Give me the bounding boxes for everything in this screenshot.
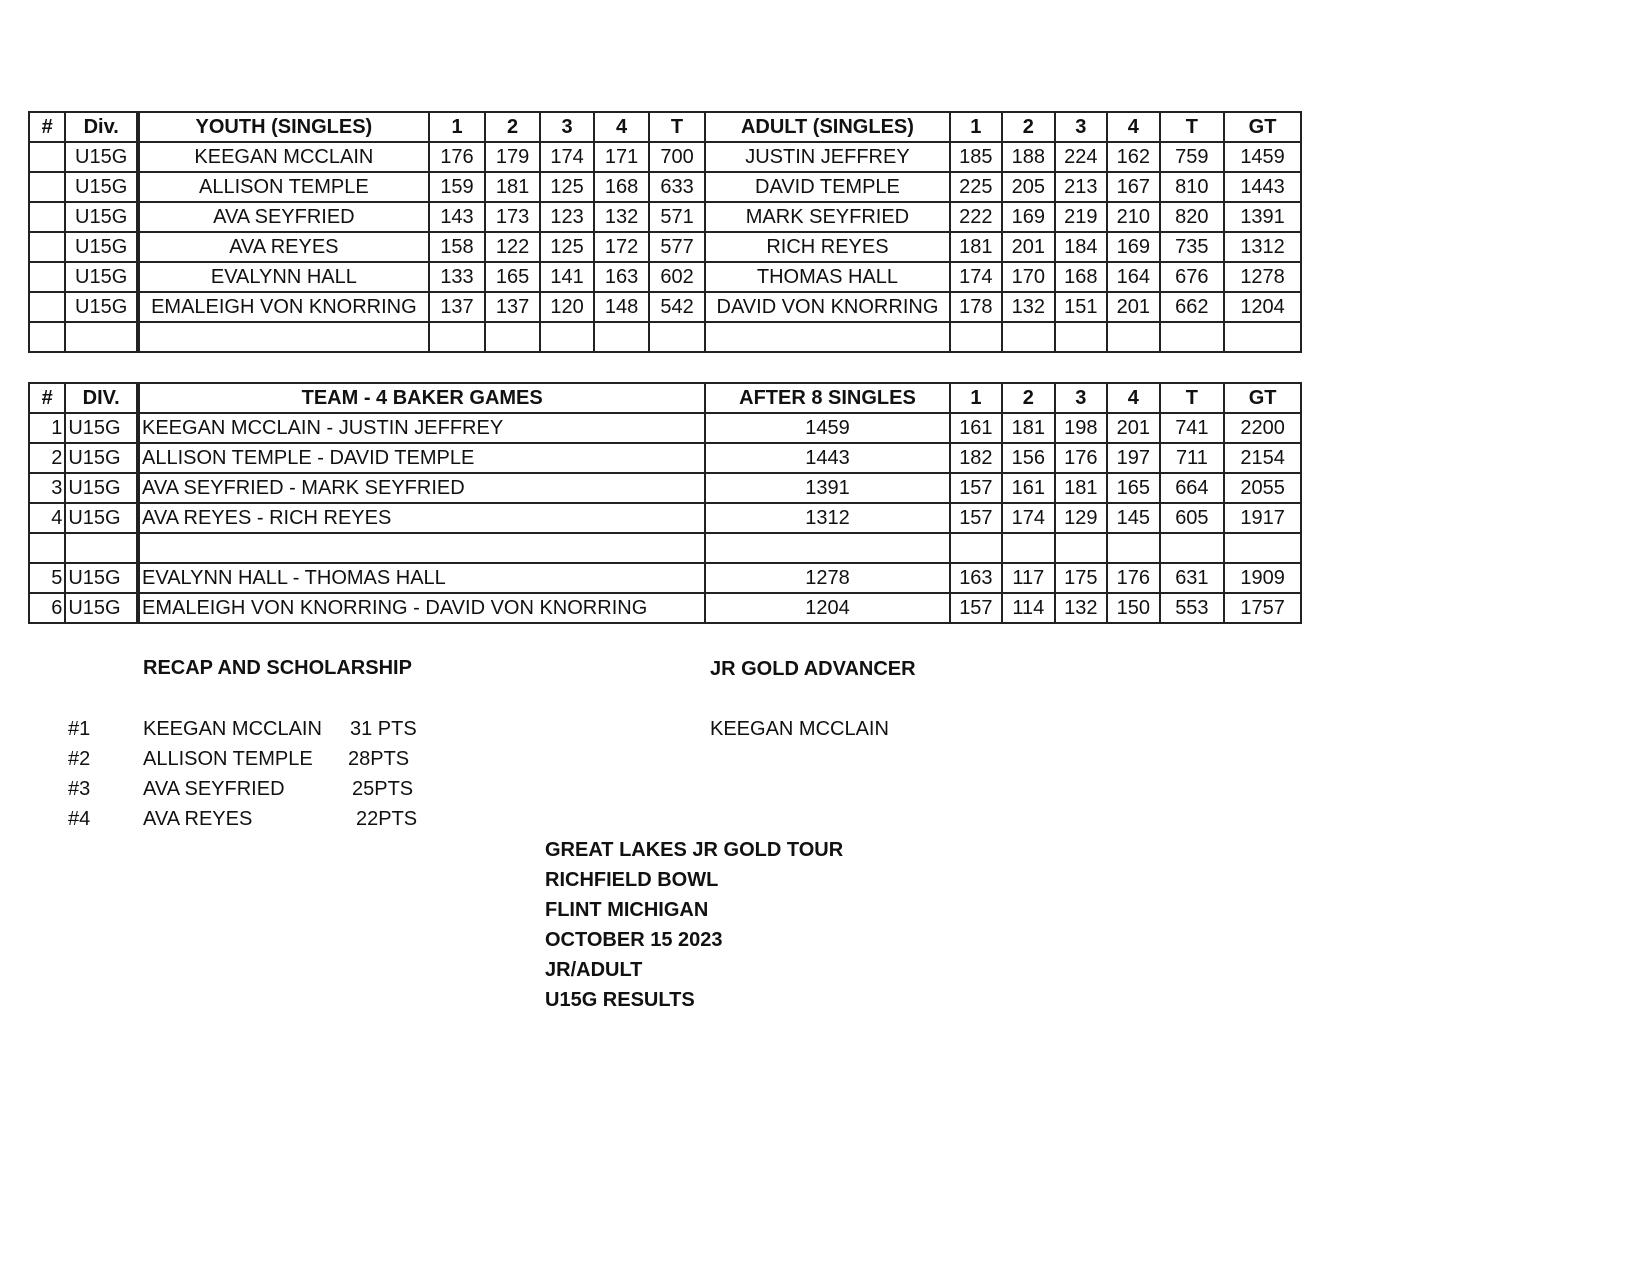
recap-points: 28PTS (348, 748, 410, 770)
col-header-game-2: 2 (485, 112, 540, 142)
cell-adult-game-2: 169 (1002, 202, 1054, 232)
col-header-adult: ADULT (SINGLES) (705, 112, 949, 142)
cell-game-4: 165 (1107, 473, 1159, 503)
cell-division: U15G (65, 473, 138, 503)
cell-adult-game-3: 219 (1055, 202, 1107, 232)
cell-adult-game-2 (1002, 322, 1054, 352)
cell-game-3: 120 (540, 292, 595, 322)
cell-team-names: EMALEIGH VON KNORRING - DAVID VON KNORRING (138, 593, 705, 623)
cell-team-names: AVA SEYFRIED - MARK SEYFRIED (138, 473, 705, 503)
cell-game-3: 175 (1055, 563, 1107, 593)
col-header-adult-game-1: 1 (950, 112, 1002, 142)
cell-game-1: 133 (429, 262, 486, 292)
cell-row-number: 5 (29, 563, 65, 593)
recap-entry (68, 718, 468, 748)
cell-adult-game-1: 222 (950, 202, 1002, 232)
cell-youth-name (138, 322, 429, 352)
cell-grand-total: 1757 (1224, 593, 1301, 623)
cell-grand-total: 2200 (1224, 413, 1301, 443)
cell-team-names: AVA REYES - RICH REYES (138, 503, 705, 533)
cell-row-number: 4 (29, 503, 65, 533)
col-header-game-3: 3 (540, 112, 595, 142)
recap-name: KEEGAN MCCLAIN (143, 718, 322, 740)
table-header-row (29, 383, 1301, 413)
recap-name: AVA REYES (143, 808, 253, 830)
cell-game-4: 163 (594, 262, 649, 292)
cell-game-3: 198 (1055, 413, 1107, 443)
col-header-team: TEAM - 4 BAKER GAMES (138, 383, 705, 413)
col-header-youth: YOUTH (SINGLES) (138, 112, 429, 142)
table-row (29, 322, 1301, 352)
col-header-total: T (1160, 383, 1225, 413)
cell-total: 542 (649, 292, 706, 322)
col-header-after-singles: AFTER 8 SINGLES (705, 383, 949, 413)
col-header-div: DIV. (65, 383, 138, 413)
cell-row-number (29, 322, 65, 352)
cell-game-3: 123 (540, 202, 595, 232)
cell-grand-total: 1909 (1224, 563, 1301, 593)
table-row (29, 202, 1301, 232)
cell-adult-game-4: 162 (1107, 142, 1159, 172)
table-row (29, 443, 1301, 473)
cell-game-3 (540, 322, 595, 352)
cell-grand-total (1224, 322, 1301, 352)
cell-adult-name: THOMAS HALL (705, 262, 949, 292)
cell-adult-total: 662 (1160, 292, 1225, 322)
cell-game-1: 159 (429, 172, 486, 202)
cell-youth-name: ALLISON TEMPLE (138, 172, 429, 202)
cell-game-1: 158 (429, 232, 486, 262)
cell-total: 711 (1160, 443, 1225, 473)
col-header-num: # (29, 383, 65, 413)
cell-adult-game-4: 167 (1107, 172, 1159, 202)
table-header-row (29, 112, 1301, 142)
event-info-line: GREAT LAKES JR GOLD TOUR (545, 839, 844, 861)
cell-game-1: 176 (429, 142, 486, 172)
col-header-num: # (29, 112, 65, 142)
cell-row-number (29, 292, 65, 322)
cell-adult-name: DAVID VON KNORRING (705, 292, 949, 322)
cell-adult-game-1: 178 (950, 292, 1002, 322)
event-info-line: U15G RESULTS (545, 989, 695, 1011)
cell-row-number: 2 (29, 443, 65, 473)
cell-game-2: 137 (485, 292, 540, 322)
cell-adult-game-1: 185 (950, 142, 1002, 172)
cell-division: U15G (65, 292, 138, 322)
cell-game-4: 172 (594, 232, 649, 262)
cell-adult-game-3: 184 (1055, 232, 1107, 262)
cell-row-number: 3 (29, 473, 65, 503)
cell-game-4 (1107, 533, 1159, 563)
cell-adult-game-4 (1107, 322, 1159, 352)
cell-team-names: KEEGAN MCCLAIN - JUSTIN JEFFREY (138, 413, 705, 443)
cell-game-3: 141 (540, 262, 595, 292)
cell-youth-name: EVALYNN HALL (138, 262, 429, 292)
recap-name: AVA SEYFRIED (143, 778, 285, 800)
cell-division: U15G (65, 262, 138, 292)
cell-adult-game-2: 188 (1002, 142, 1054, 172)
cell-adult-total: 810 (1160, 172, 1225, 202)
cell-adult-total (1160, 322, 1225, 352)
cell-after-singles: 1443 (705, 443, 949, 473)
cell-row-number: 6 (29, 593, 65, 623)
col-header-game-4: 4 (594, 112, 649, 142)
cell-division: U15G (65, 232, 138, 262)
cell-row-number (29, 172, 65, 202)
cell-division: U15G (65, 142, 138, 172)
cell-game-4 (594, 322, 649, 352)
team-results-table (28, 382, 1302, 624)
cell-game-3 (1055, 533, 1107, 563)
cell-game-3: 125 (540, 232, 595, 262)
cell-row-number (29, 533, 65, 563)
cell-adult-total: 676 (1160, 262, 1225, 292)
cell-adult-game-4: 164 (1107, 262, 1159, 292)
cell-total: 741 (1160, 413, 1225, 443)
cell-game-4: 197 (1107, 443, 1159, 473)
cell-game-4: 171 (594, 142, 649, 172)
cell-game-3: 132 (1055, 593, 1107, 623)
table-row (29, 292, 1301, 322)
cell-game-2: 174 (1002, 503, 1054, 533)
recap-points: 31 PTS (350, 718, 417, 740)
cell-adult-game-4: 201 (1107, 292, 1159, 322)
cell-adult-name: DAVID TEMPLE (705, 172, 949, 202)
cell-game-2: 114 (1002, 593, 1054, 623)
cell-game-4: 168 (594, 172, 649, 202)
cell-total: 605 (1160, 503, 1225, 533)
cell-game-3: 125 (540, 172, 595, 202)
cell-row-number: 1 (29, 413, 65, 443)
recap-rank: #4 (68, 808, 91, 830)
cell-division: U15G (65, 563, 138, 593)
recap-rank: #1 (68, 718, 91, 740)
cell-division: U15G (65, 443, 138, 473)
cell-adult-game-2: 132 (1002, 292, 1054, 322)
recap-rank: #3 (68, 778, 91, 800)
cell-game-4: 148 (594, 292, 649, 322)
cell-row-number (29, 232, 65, 262)
cell-youth-name: KEEGAN MCCLAIN (138, 142, 429, 172)
cell-game-2: 181 (485, 172, 540, 202)
table-row (29, 503, 1301, 533)
cell-total: 571 (649, 202, 706, 232)
cell-total: 700 (649, 142, 706, 172)
cell-adult-name (705, 322, 949, 352)
cell-total (1160, 533, 1225, 563)
cell-adult-game-4: 210 (1107, 202, 1159, 232)
cell-game-1: 157 (950, 503, 1002, 533)
table-row (29, 232, 1301, 262)
cell-game-2: 161 (1002, 473, 1054, 503)
cell-division: U15G (65, 593, 138, 623)
cell-grand-total: 1459 (1224, 142, 1301, 172)
cell-game-4: 145 (1107, 503, 1159, 533)
cell-grand-total: 1278 (1224, 262, 1301, 292)
cell-adult-game-1: 174 (950, 262, 1002, 292)
table-row (29, 533, 1301, 563)
col-header-adult-game-2: 2 (1002, 112, 1054, 142)
cell-game-2 (485, 322, 540, 352)
recap-points: 25PTS (352, 778, 414, 800)
cell-adult-name: RICH REYES (705, 232, 949, 262)
table-row (29, 262, 1301, 292)
cell-youth-name: EMALEIGH VON KNORRING (138, 292, 429, 322)
cell-game-2: 122 (485, 232, 540, 262)
cell-total: 553 (1160, 593, 1225, 623)
cell-division (65, 322, 138, 352)
cell-grand-total: 2055 (1224, 473, 1301, 503)
cell-game-1 (429, 322, 486, 352)
table-row (29, 593, 1301, 623)
table-row (29, 563, 1301, 593)
cell-adult-total: 735 (1160, 232, 1225, 262)
col-header-adult-game-3: 3 (1055, 112, 1107, 142)
cell-after-singles (705, 533, 949, 563)
cell-total (649, 322, 706, 352)
cell-total: 633 (649, 172, 706, 202)
cell-adult-total: 820 (1160, 202, 1225, 232)
cell-total: 664 (1160, 473, 1225, 503)
cell-game-2: 173 (485, 202, 540, 232)
cell-division: U15G (65, 503, 138, 533)
cell-game-1: 182 (950, 443, 1002, 473)
col-header-adult-game-4: 4 (1107, 112, 1159, 142)
cell-division: U15G (65, 413, 138, 443)
cell-team-names (138, 533, 705, 563)
cell-youth-name: AVA SEYFRIED (138, 202, 429, 232)
cell-game-1: 157 (950, 593, 1002, 623)
cell-row-number (29, 142, 65, 172)
cell-adult-game-2: 170 (1002, 262, 1054, 292)
cell-game-2: 165 (485, 262, 540, 292)
table-row (29, 172, 1301, 202)
cell-adult-game-3: 224 (1055, 142, 1107, 172)
cell-adult-game-3: 151 (1055, 292, 1107, 322)
cell-youth-name: AVA REYES (138, 232, 429, 262)
recap-name: ALLISON TEMPLE (143, 748, 313, 770)
cell-game-4: 176 (1107, 563, 1159, 593)
cell-total: 631 (1160, 563, 1225, 593)
cell-after-singles: 1278 (705, 563, 949, 593)
recap-entry (68, 778, 468, 808)
col-header-game-1: 1 (429, 112, 486, 142)
cell-adult-game-2: 205 (1002, 172, 1054, 202)
recap-entry (68, 808, 468, 838)
cell-game-2: 117 (1002, 563, 1054, 593)
recap-title: RECAP AND SCHOLARSHIP (143, 657, 412, 679)
cell-game-2: 179 (485, 142, 540, 172)
cell-adult-game-3 (1055, 322, 1107, 352)
cell-adult-game-3: 213 (1055, 172, 1107, 202)
cell-row-number (29, 262, 65, 292)
cell-game-2 (1002, 533, 1054, 563)
cell-row-number (29, 202, 65, 232)
recap-rank: #2 (68, 748, 91, 770)
cell-adult-game-3: 168 (1055, 262, 1107, 292)
cell-game-1: 137 (429, 292, 486, 322)
event-info-line: RICHFIELD BOWL (545, 869, 719, 891)
table-row (29, 473, 1301, 503)
cell-game-4: 201 (1107, 413, 1159, 443)
cell-adult-game-1: 225 (950, 172, 1002, 202)
cell-adult-game-1: 181 (950, 232, 1002, 262)
event-info-line: OCTOBER 15 2023 (545, 929, 723, 951)
cell-adult-game-2: 201 (1002, 232, 1054, 262)
col-header-grand-total: GT (1224, 383, 1301, 413)
recap-points: 22PTS (356, 808, 418, 830)
col-header-game-4: 4 (1107, 383, 1159, 413)
cell-adult-game-4: 169 (1107, 232, 1159, 262)
singles-results-table (28, 111, 1302, 353)
cell-game-3: 174 (540, 142, 595, 172)
cell-after-singles: 1459 (705, 413, 949, 443)
cell-adult-name: JUSTIN JEFFREY (705, 142, 949, 172)
cell-grand-total: 1391 (1224, 202, 1301, 232)
table-row (29, 142, 1301, 172)
col-header-game-2: 2 (1002, 383, 1054, 413)
cell-game-3: 176 (1055, 443, 1107, 473)
cell-adult-name: MARK SEYFRIED (705, 202, 949, 232)
event-info-line: FLINT MICHIGAN (545, 899, 709, 921)
cell-game-1: 157 (950, 473, 1002, 503)
cell-game-3: 129 (1055, 503, 1107, 533)
cell-grand-total: 1917 (1224, 503, 1301, 533)
col-header-game-3: 3 (1055, 383, 1107, 413)
cell-game-1: 143 (429, 202, 486, 232)
cell-total: 577 (649, 232, 706, 262)
cell-total: 602 (649, 262, 706, 292)
cell-after-singles: 1204 (705, 593, 949, 623)
col-header-adult-total: T (1160, 112, 1225, 142)
cell-division: U15G (65, 172, 138, 202)
advancer-title: JR GOLD ADVANCER (710, 658, 916, 680)
recap-entry (68, 748, 468, 778)
cell-game-4: 150 (1107, 593, 1159, 623)
cell-game-2: 181 (1002, 413, 1054, 443)
cell-game-1 (950, 533, 1002, 563)
col-header-total: T (649, 112, 706, 142)
cell-grand-total (1224, 533, 1301, 563)
col-header-game-1: 1 (950, 383, 1002, 413)
cell-after-singles: 1391 (705, 473, 949, 503)
cell-team-names: EVALYNN HALL - THOMAS HALL (138, 563, 705, 593)
table-row (29, 413, 1301, 443)
cell-game-3: 181 (1055, 473, 1107, 503)
cell-adult-game-1 (950, 322, 1002, 352)
cell-team-names: ALLISON TEMPLE - DAVID TEMPLE (138, 443, 705, 473)
cell-after-singles: 1312 (705, 503, 949, 533)
cell-adult-total: 759 (1160, 142, 1225, 172)
advancer-name: KEEGAN MCCLAIN (710, 718, 889, 740)
cell-grand-total: 1443 (1224, 172, 1301, 202)
col-header-grand-total: GT (1224, 112, 1301, 142)
cell-grand-total: 2154 (1224, 443, 1301, 473)
cell-grand-total: 1312 (1224, 232, 1301, 262)
col-header-div: Div. (65, 112, 138, 142)
cell-division: U15G (65, 202, 138, 232)
cell-game-1: 161 (950, 413, 1002, 443)
cell-game-2: 156 (1002, 443, 1054, 473)
event-info-line: JR/ADULT (545, 959, 643, 981)
cell-game-4: 132 (594, 202, 649, 232)
cell-division (65, 533, 138, 563)
cell-grand-total: 1204 (1224, 292, 1301, 322)
cell-game-1: 163 (950, 563, 1002, 593)
